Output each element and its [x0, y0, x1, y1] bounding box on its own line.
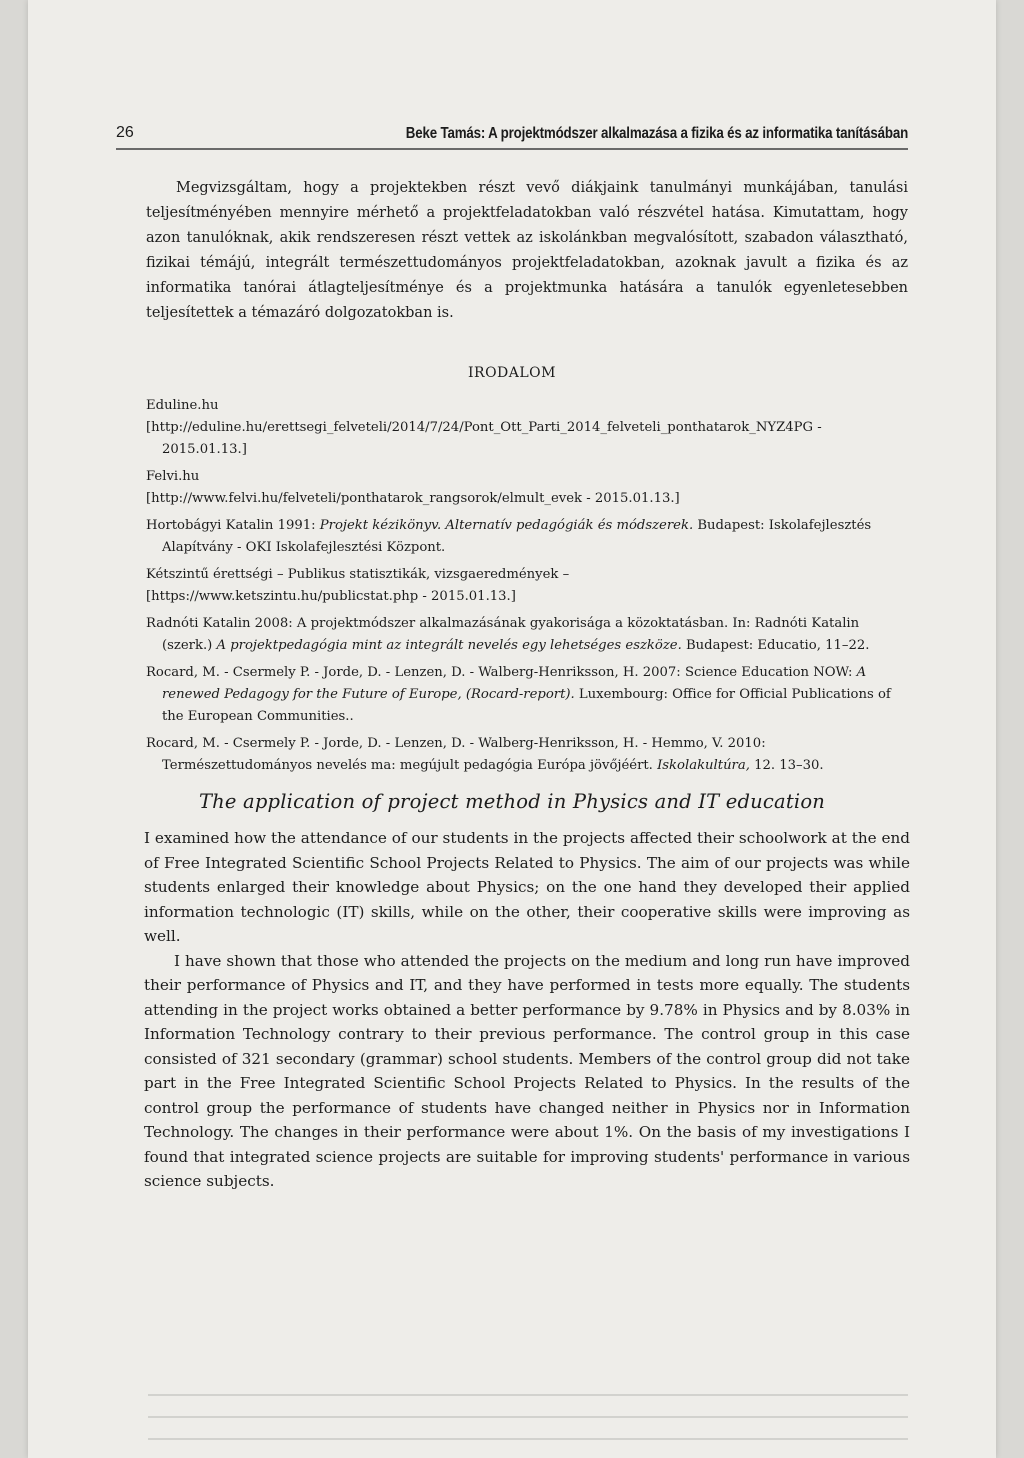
- reference-publisher: Luxembourg: Office for Official Publications of the European Communities..: [162, 687, 891, 724]
- page-number: 26: [116, 124, 134, 141]
- english-abstract-title: The application of project method in Physics and IT education: [198, 790, 826, 813]
- references-heading: IRODALOM: [468, 365, 556, 381]
- reference-publisher: Budapest: Iskolafejlesztés Alapítvány - OKI Iskolafejlesztési Központ.: [162, 518, 872, 555]
- reference-item: [146, 662, 908, 728]
- reference-source: Kétszintű érettségi – Publikus statisztikák, vizsgaeredmények –: [146, 567, 570, 582]
- reference-url: [http://eduline.hu/erettsegi_felveteli/2014/7/24/Pont_Ott_Parti_2014_felveteli_ponthatarok_NYZ4PG - 2015.01.13.]: [146, 420, 822, 457]
- reference-item: [146, 466, 908, 488]
- reference-item: [146, 488, 908, 510]
- reference-title: A projektpedagógia mint az integrált nevelés egy lehetséges eszköze.: [216, 638, 682, 653]
- reference-item: [146, 515, 908, 559]
- reference-author: Rocard, M. - Csermely P. - Jorde, D. - Lenzen, D. - Walberg-Henriksson, H. - Hemmo, V. 2010: Természettudományos nevelés ma: megújult pedagógia Európa jövőjéért.: [146, 736, 766, 773]
- document-page: [28, 0, 996, 1458]
- reference-author: Hortobágyi Katalin 1991:: [146, 518, 320, 533]
- reference-pages: 12. 13–30.: [749, 758, 824, 773]
- english-abstract-paragraph: I have shown that those who attended the projects on the medium and long run have improved their performance of Physics and IT, and they have performed in tests more equally. The students attending in the project works obtained a better performance by 9.78% in Physics and by 8.03% in Information Technology contrary to their previous performance. The control group in this case consisted of 321 secondary (grammar) school students. Members of the control group did not take part in the Free Integrated Scientific School Projects Related to Physics. In the results of the control group the performance of students have changed neither in Physics nor in Information Technology. The changes in their performance were about 1%. On the basis of my investigations I found that integrated science projects are suitable for improving students' performance in various science subjects.: [144, 951, 910, 1190]
- reference-title: Projekt kézikönyv. Alternatív pedagógiák és módszerek.: [319, 518, 694, 533]
- reference-item: [146, 564, 908, 586]
- reference-item: [146, 417, 908, 461]
- reference-item: [146, 613, 908, 657]
- reference-journal: Iskolakultúra,: [657, 758, 750, 773]
- reference-list: [146, 395, 908, 782]
- reference-url: [http://www.felvi.hu/felveteli/ponthatarok_rangsorok/elmult_evek - 2015.01.13.]: [146, 491, 680, 506]
- reference-item: [146, 395, 908, 417]
- reference-url: [https://www.ketszintu.hu/publicstat.php - 2015.01.13.]: [146, 589, 516, 604]
- reference-item: [146, 586, 908, 608]
- reference-source: Eduline.hu: [146, 398, 219, 413]
- hungarian-summary: Megvizsgáltam, hogy a projektekben részt vevő diákjaink tanulmányi munkájában, tanulási teljesítményében mennyire mérhető a projektfeladatokban való részvétel hatása. Kimutattam, hogy azon tanulóknak, akik rendszeresen részt vettek az iskolánkban megvalósított, szabadon választható, fizikai témájú, integrált természettudományos projektfeladatokban, azoknak javult a fizika és az informatika tanórai átlagteljesítménye és a projektmunka hatására a tanulók egyenletesebben teljesítettek a témazáró dolgozatokban is.: [146, 180, 908, 321]
- reference-publisher: Budapest: Educatio, 11–22.: [681, 638, 870, 653]
- english-abstract-paragraph: I examined how the attendance of our students in the projects affected their schoolwork at the end of Free Integrated Scientific School Projects Related to Physics. The aim of our projects was while students enlarged their knowledge about Physics; on the one hand they developed their applied information technologic (IT) skills, while on the other, their cooperative skills were improving as well.: [144, 829, 910, 945]
- running-title: Beke Tamás: A projektmódszer alkalmazása a fizika és az informatika tanításában: [405, 125, 908, 142]
- reference-source: Felvi.hu: [146, 469, 200, 484]
- reference-item: [146, 733, 908, 777]
- show-through-text: [148, 1380, 908, 1440]
- reference-author: Radnóti Katalin 2008: A projektmódszer alkalmazásának gyakorisága a közoktatásban. In: Radnóti Katalin (szerk.): [146, 616, 860, 653]
- running-header: [116, 124, 908, 150]
- reference-title: A renewed Pedagogy for the Future of Europe, (Rocard-report).: [162, 665, 867, 702]
- reference-author: Rocard, M. - Csermely P. - Jorde, D. - Lenzen, D. - Walberg-Henriksson, H. 2007: Science Education NOW:: [146, 665, 857, 680]
- english-abstract: [144, 826, 910, 1194]
